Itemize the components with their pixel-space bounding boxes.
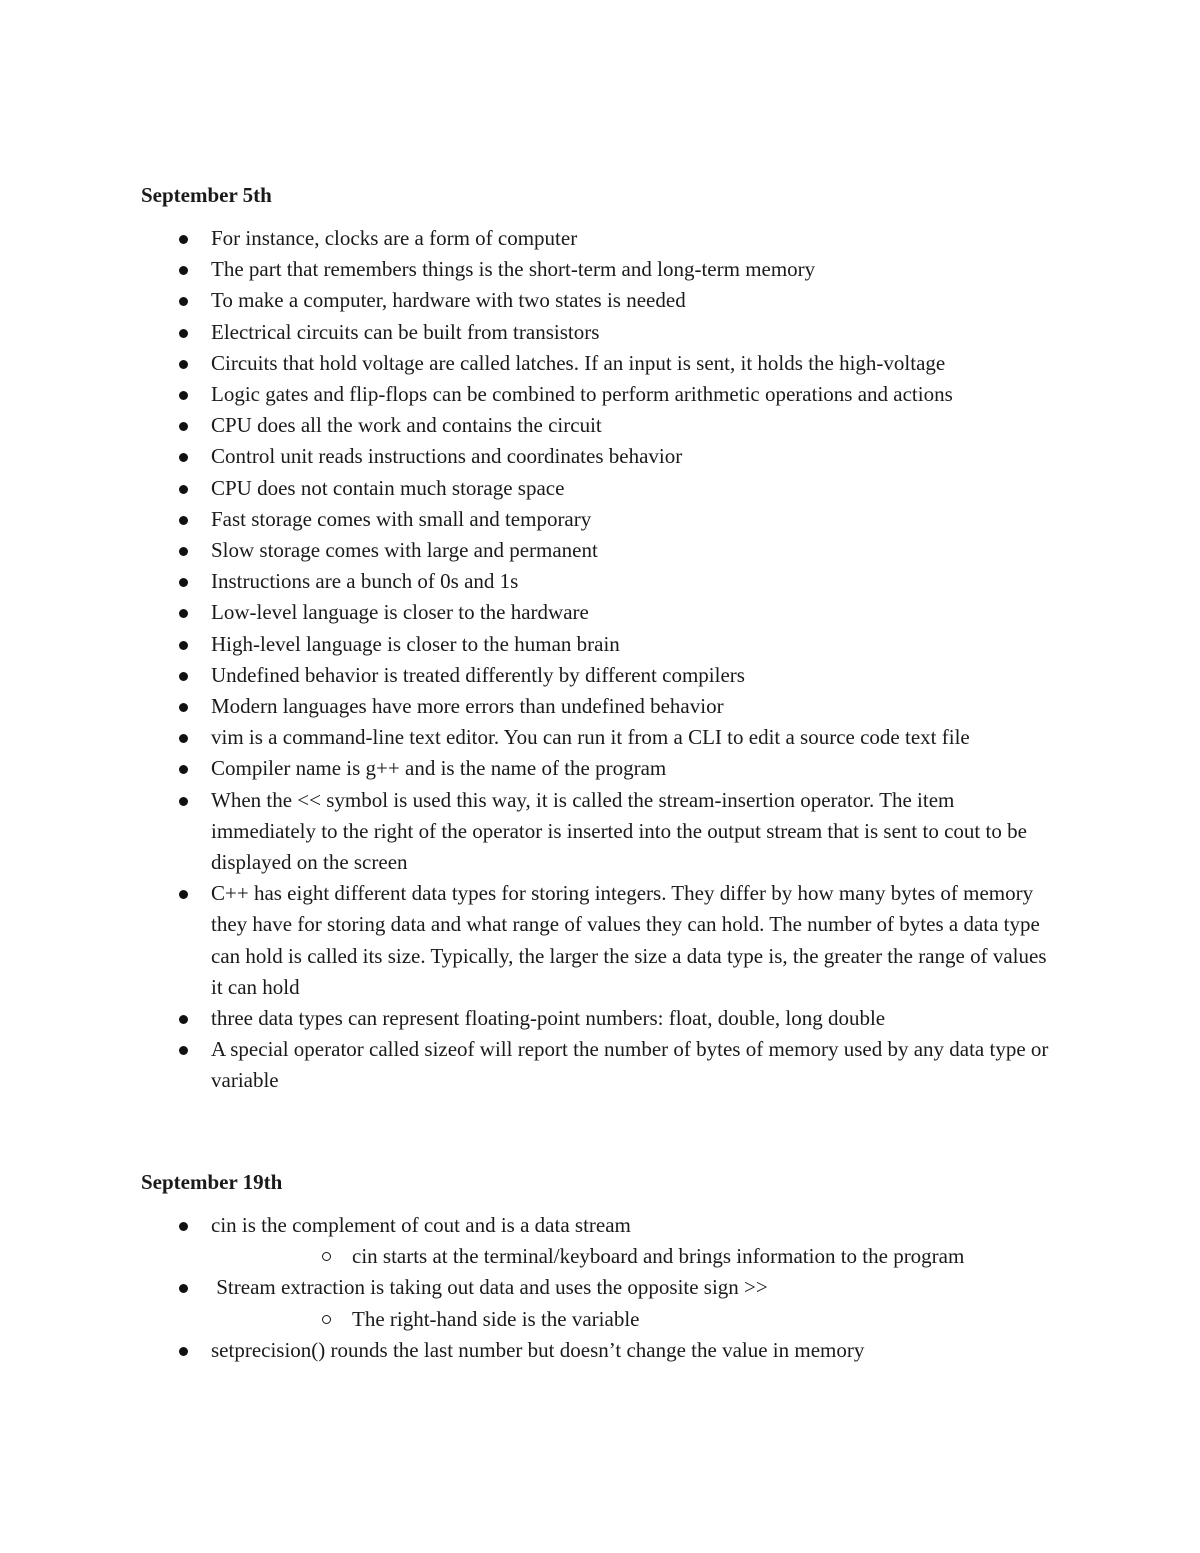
list-item xyxy=(141,285,1061,316)
list-item xyxy=(141,473,1061,504)
list-item xyxy=(141,1335,1061,1366)
list-item-text: CPU does all the work and contains the circuit xyxy=(211,413,602,438)
bullet-icon xyxy=(179,1222,188,1231)
hollow-bullet-icon xyxy=(322,1315,331,1324)
bullet-icon xyxy=(179,641,188,650)
list-item-text: three data types can represent floating-point numbers: float, double, long double xyxy=(211,1006,886,1031)
sub-list-container xyxy=(141,1241,1061,1272)
list-item-text: Modern languages have more errors than undefined behavior xyxy=(211,694,724,719)
bullet-icon xyxy=(179,578,188,587)
list-item-text: To make a computer, hardware with two states is needed xyxy=(211,288,686,313)
list-item xyxy=(141,660,1061,691)
bullet-list xyxy=(141,223,1061,1097)
section-heading: September 5th xyxy=(141,183,272,207)
bullet-icon xyxy=(179,1046,188,1055)
list-item xyxy=(141,1034,1061,1096)
list-item xyxy=(141,410,1061,441)
sub-list-container xyxy=(141,1304,1061,1335)
list-item xyxy=(141,223,1061,254)
bullet-icon xyxy=(179,266,188,275)
bullet-icon xyxy=(179,360,188,369)
list-item-text: C++ has eight different data types for storing integers. They differ by how many bytes of memory they have for storing data and what range of values they can hold. The number of bytes a data type can hold is called its size. Typically, the larger the size a data type is, the greater the range of values it can hold xyxy=(211,881,1047,999)
list-item-text: When the << symbol is used this way, it is called the stream-insertion operator. The item immediately to the right of the operator is inserted into the output stream that is sent to cout to be displayed on the screen xyxy=(211,787,1027,875)
list-item xyxy=(141,1210,1061,1241)
bullet-icon xyxy=(179,391,188,400)
list-item-text: For instance, clocks are a form of computer xyxy=(211,226,578,250)
list-item-text: setprecision() rounds the last number but doesn’t change the value in memory xyxy=(211,1337,865,1362)
list-item-text: Compiler name is g++ and is the name of the program xyxy=(211,756,667,781)
list-item xyxy=(141,753,1061,784)
section-september-5th xyxy=(141,180,1061,1097)
bullet-icon xyxy=(179,734,188,743)
section-heading: September 19th xyxy=(141,1170,283,1194)
list-item-text: CPU does not contain much storage space xyxy=(211,475,565,500)
list-item-text: A special operator called sizeof will report the number of bytes of memory used by any data type or variable xyxy=(211,1037,1049,1093)
bullet-icon xyxy=(179,235,188,244)
list-item xyxy=(141,1272,1061,1303)
bullet-icon xyxy=(179,1347,188,1356)
list-item-text: vim is a command-line text editor. You can run it from a CLI to edit a source code text file xyxy=(211,725,970,750)
list-item-text: cin is the complement of cout and is a data stream xyxy=(211,1213,631,1237)
bullet-icon xyxy=(179,547,188,556)
bullet-icon xyxy=(179,422,188,431)
section-september-19th xyxy=(141,1167,1061,1366)
list-item-text: Undefined behavior is treated differently by different compilers xyxy=(211,662,745,687)
list-item-text: Instructions are a bunch of 0s and 1s xyxy=(211,569,519,594)
bullet-icon xyxy=(179,516,188,525)
list-item-text: Low-level language is closer to the hardware xyxy=(211,600,589,625)
sub-list-item-text: cin starts at the terminal/keyboard and brings information to the program xyxy=(352,1244,965,1269)
list-item-text: High-level language is closer to the human brain xyxy=(211,631,620,656)
bullet-icon xyxy=(179,485,188,494)
bullet-list xyxy=(141,1210,1061,1366)
list-item xyxy=(141,535,1061,566)
bullet-icon xyxy=(179,890,188,899)
list-item-text: Stream extraction is taking out data and uses the opposite sign >> xyxy=(211,1275,768,1300)
list-item xyxy=(141,878,1061,1003)
list-item-text: Electrical circuits can be built from transistors xyxy=(211,319,600,344)
list-item xyxy=(141,254,1061,285)
bullet-icon xyxy=(179,297,188,306)
sub-bullet-list xyxy=(211,1241,1061,1272)
list-item xyxy=(141,785,1061,879)
list-item xyxy=(141,722,1061,753)
sub-list-item xyxy=(281,1241,1061,1272)
list-item xyxy=(141,379,1061,410)
list-item xyxy=(141,441,1061,472)
bullet-icon xyxy=(179,329,188,338)
list-item xyxy=(141,348,1061,379)
list-item xyxy=(141,1003,1061,1034)
list-item xyxy=(141,566,1061,597)
bullet-icon xyxy=(179,1015,188,1024)
hollow-bullet-icon xyxy=(322,1252,331,1261)
bullet-icon xyxy=(179,1284,188,1293)
list-item xyxy=(141,597,1061,628)
list-item-text: Fast storage comes with small and temporary xyxy=(211,506,592,531)
bullet-icon xyxy=(179,672,188,681)
list-item-text: Logic gates and flip-flops can be combined to perform arithmetic operations and actions xyxy=(211,382,953,407)
bullet-icon xyxy=(179,765,188,774)
bullet-icon xyxy=(179,453,188,462)
bullet-icon xyxy=(179,797,188,806)
sub-list-item-text: The right-hand side is the variable xyxy=(352,1306,640,1331)
sub-list-item xyxy=(281,1304,1061,1335)
bullet-icon xyxy=(179,609,188,618)
list-item xyxy=(141,317,1061,348)
bullet-icon xyxy=(179,703,188,712)
list-item-text: Slow storage comes with large and permanent xyxy=(211,538,598,563)
list-item-text: Control unit reads instructions and coordinates behavior xyxy=(211,444,683,469)
list-item-text: Circuits that hold voltage are called latches. If an input is sent, it holds the high-voltage xyxy=(211,350,946,375)
sub-bullet-list xyxy=(211,1304,1061,1335)
list-item xyxy=(141,629,1061,660)
list-item-text: The part that remembers things is the short-term and long-term memory xyxy=(211,257,816,282)
list-item xyxy=(141,691,1061,722)
list-item xyxy=(141,504,1061,535)
